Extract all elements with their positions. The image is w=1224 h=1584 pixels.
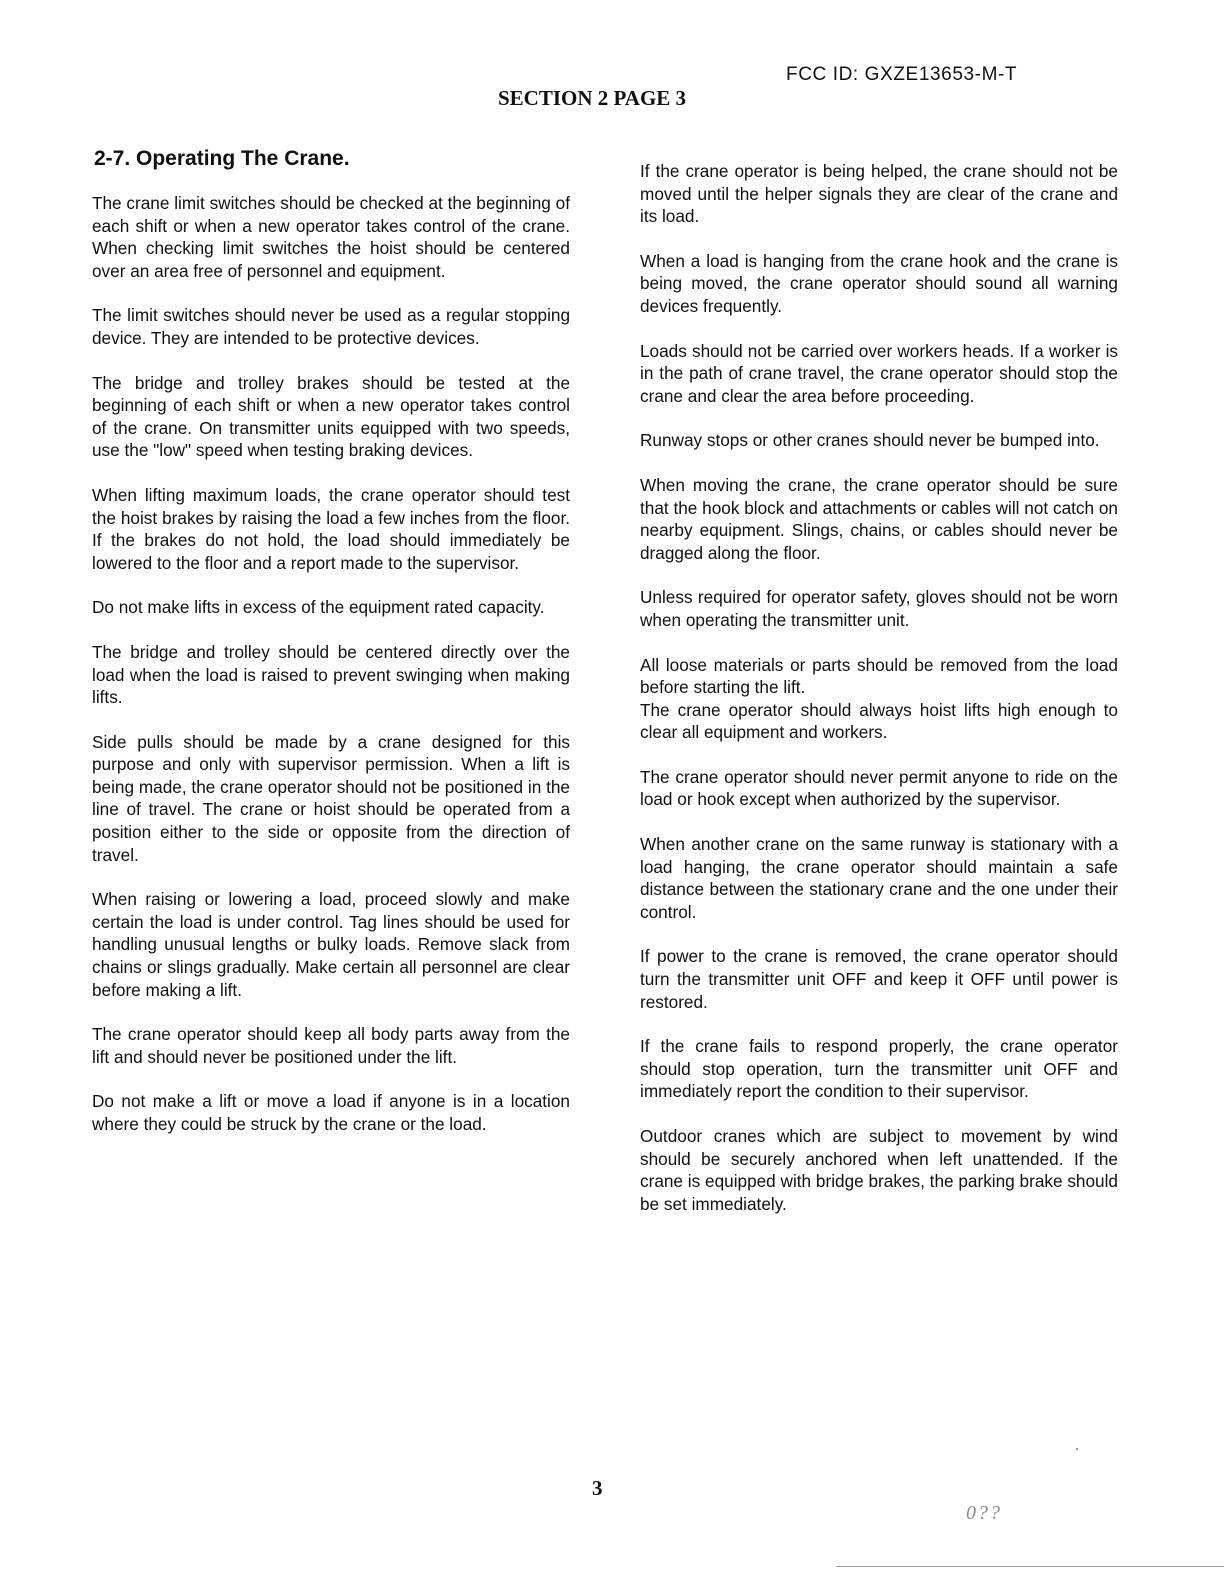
left-column [92, 146, 570, 1158]
scan-speck [1076, 1448, 1078, 1450]
paragraph: When another crane on the same runway is stationary with a load hanging, the crane operator should maintain a safe distance between the stationary crane and the one under their control. [640, 834, 1118, 922]
paragraph: The bridge and trolley should be centered directly over the load when the load is raised to prevent swinging when making lifts. [92, 641, 570, 708]
paragraph: All loose materials or parts should be removed from the load before starting the lift. [640, 654, 1118, 698]
bottom-rule [836, 1566, 1224, 1567]
paragraph: When raising or lowering a load, proceed slowly and make certain the load is under control. Tag lines should be used for handling unusual lengths or bulky loads. Remove slack from chains or slings gradually. Make certain all personnel are clear before making a lift. [92, 889, 570, 1000]
fcc-id: FCC ID: GXZE13653-M-T [786, 64, 1018, 85]
paragraph: If the crane fails to respond properly, the crane operator should stop operation, turn the transmitter unit OFF and immediately report the condition to their supervisor. [640, 1036, 1118, 1102]
paragraph: If the crane operator is being helped, the crane should not be moved until the helper signals they are clear of the crane and its load. [640, 161, 1118, 227]
paragraph: If power to the crane is removed, the crane operator should turn the transmitter unit OFF and keep it OFF until power is restored. [640, 946, 1118, 1012]
paragraph: Side pulls should be made by a crane designed for this purpose and only with supervisor permission. When a lift is being made, the crane operator should not be positioned in the line of travel. The crane or hoist should be operated from a position either to the side or opposite from the direction of travel. [92, 731, 570, 865]
paragraph: When lifting maximum loads, the crane operator should test the hoist brakes by raising the load a few inches from the floor. If the brakes do not hold, the load should immediately be lowered to the floor and a report made to the supervisor. [92, 484, 570, 573]
paragraph: When moving the crane, the crane operator should be sure that the hook block and attachments or cables will not catch on nearby equipment. Slings, chains, or cables should never be dragged along the floor. [640, 474, 1118, 563]
section-header: SECTION 2 PAGE 3 [498, 86, 687, 110]
paragraph: Loads should not be carried over workers heads. If a worker is in the path of crane travel, the crane operator should stop the crane and clear the area before proceeding. [640, 340, 1118, 406]
paragraph: The limit switches should never be used as a regular stopping device. They are intended to be protective devices. [92, 305, 570, 348]
page-number: 3 [592, 1476, 603, 1500]
paragraph: Do not make a lift or move a load if anyone is in a location where they could be struck by the crane or the load. [92, 1091, 570, 1134]
paragraph: Outdoor cranes which are subject to movement by wind should be securely anchored when left unattended. If the crane is equipped with bridge brakes, the parking brake should be set immediately. [640, 1126, 1118, 1214]
paragraph: Unless required for operator safety, gloves should not be worn when operating the transmitter unit. [640, 587, 1118, 630]
paragraph: The crane operator should always hoist lifts high enough to clear all equipment and workers. [640, 699, 1118, 743]
stamp-mark: 0?? [966, 1502, 1002, 1524]
paragraph: The crane operator should keep all body parts away from the lift and should never be positioned under the lift. [92, 1024, 570, 1067]
paragraph: When a load is hanging from the crane hook and the crane is being moved, the crane operator should sound all warning devices frequently. [640, 250, 1118, 316]
paragraph: The bridge and trolley brakes should be tested at the beginning of each shift or when a new operator takes control of the crane. On transmitter units equipped with two speeds, use the "low" speed when testing braking devices. [92, 372, 570, 461]
paragraph: Runway stops or other cranes should never be bumped into. [640, 430, 1100, 451]
right-column [640, 160, 1118, 1237]
paragraph: The crane limit switches should be checked at the beginning of each shift or when a new operator takes control of the crane. When checking limit switches the hoist should be centered over an area free of personnel and equipment. [92, 193, 570, 281]
paragraph: The crane operator should never permit anyone to ride on the load or hook except when authorized by the supervisor. [640, 766, 1118, 810]
section-heading: 2-7. Operating The Crane. [94, 147, 350, 170]
paragraph: Do not make lifts in excess of the equipment rated capacity. [92, 597, 545, 618]
